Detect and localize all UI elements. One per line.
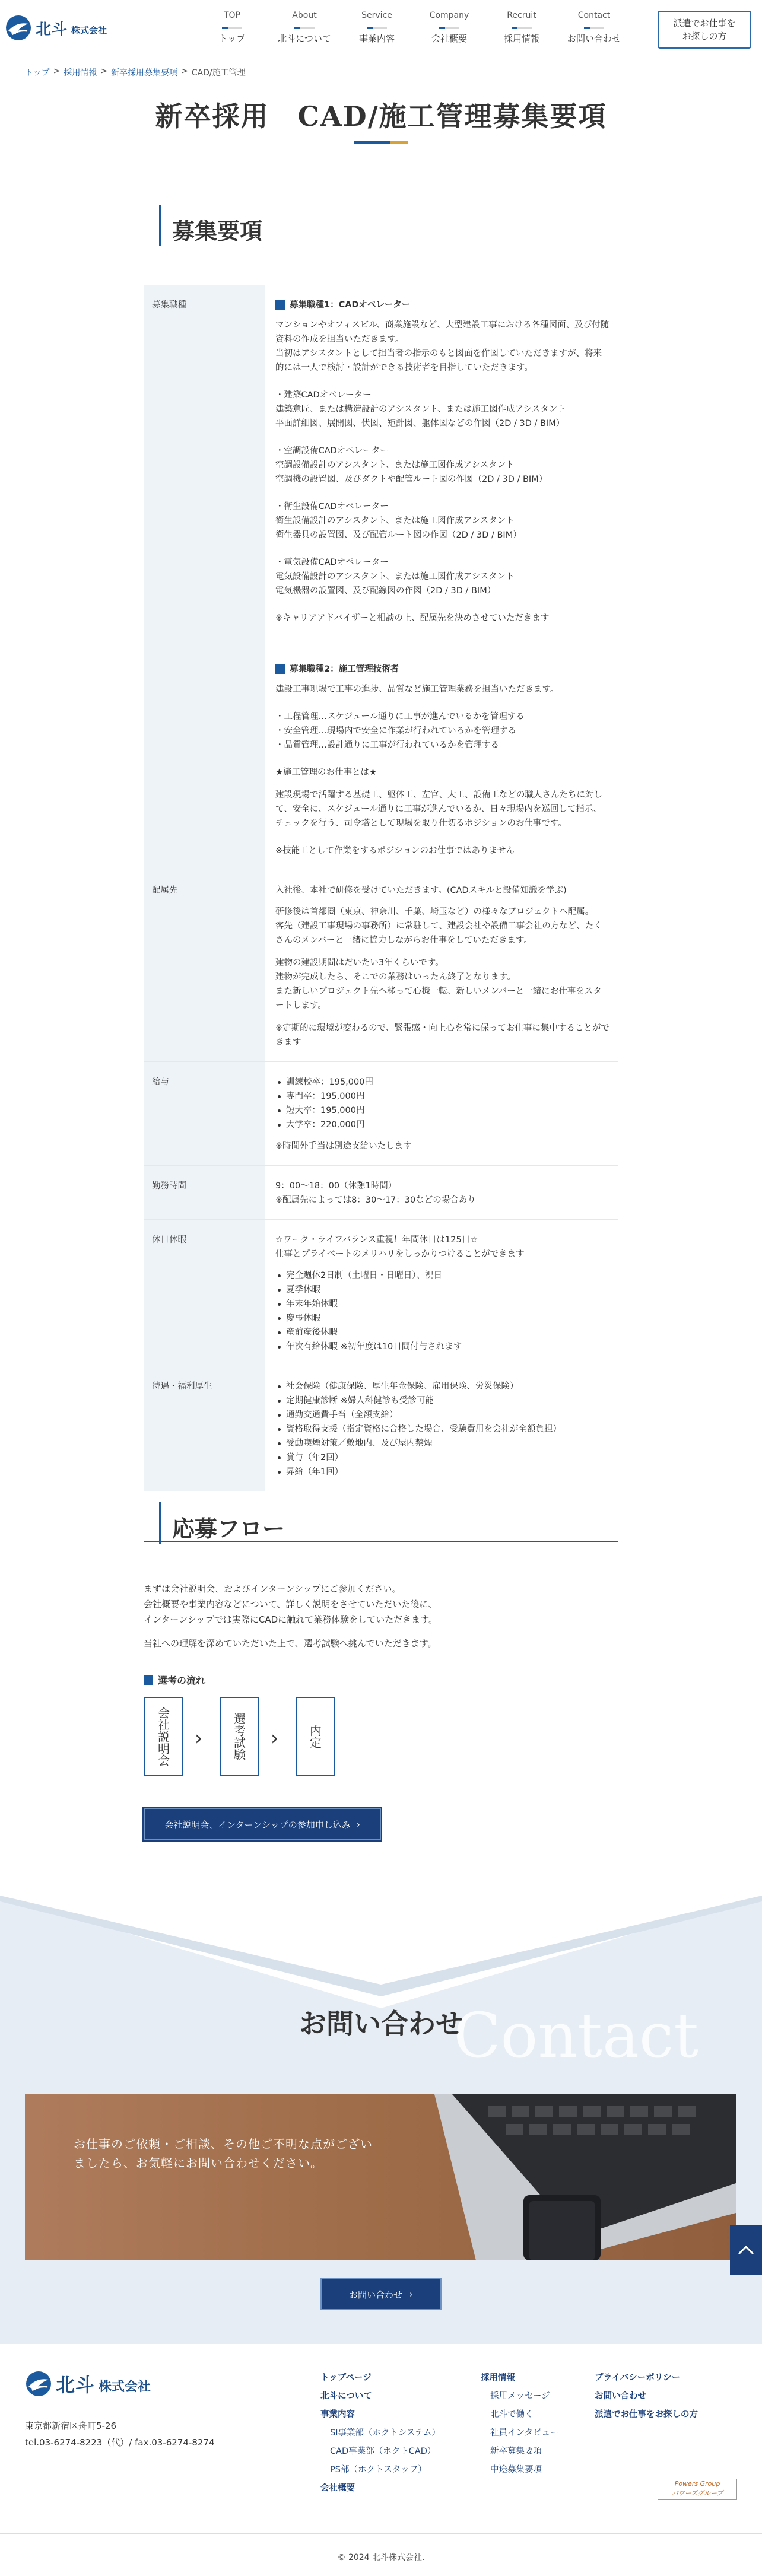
job1-group2: ・空調設備CADオペレーター 空調設備設計のアシスタント、または施工図作成アシスタント 空調機の設置図、及びダクトや配管ルート図の作図（2D / 3D / BIM）: [275, 446, 548, 484]
list-item: 年次有給休暇 ※初年度は10日間付与されます: [275, 1340, 610, 1354]
title-underline: [354, 141, 408, 144]
footer-tel: tel.03-6274-8223（代）/ fax.03-6274-8274: [25, 2437, 215, 2448]
table-row: [144, 1366, 618, 1491]
footer-link-message[interactable]: 採用メッセージ: [490, 2391, 550, 2401]
nav-item-contact[interactable]: [558, 11, 630, 44]
nav-item-about[interactable]: [268, 11, 341, 44]
list-item: 資格取得支援（指定資格に合格した場合、受験費用を会社が全額負担）: [275, 1422, 610, 1436]
site-header: [0, 0, 762, 59]
welfare-list: [275, 1379, 610, 1479]
list-item: 定期健康診断 ※婦人科健診も受診可能: [275, 1394, 610, 1408]
dispatch-job-button[interactable]: [658, 11, 751, 49]
copyright: © 2024 北斗株式会社.: [337, 2553, 425, 2562]
page-title: 新卒採用 CAD/施工管理募集要項: [155, 100, 607, 132]
list-item: 賞与（年2回）: [275, 1451, 610, 1465]
breadcrumb-newgrad[interactable]: 新卒採用募集要項: [111, 68, 178, 78]
chevron-up-icon: [737, 2244, 755, 2256]
job1-group1: ・建築CADオペレーター 建築意匠、または構造設計のアシスタント、または施工図作成アシスタント 平面詳細図、展開図、伏図、矩計図、躯体図などの作図（2D / 3D / BIM）: [275, 390, 566, 428]
assign-p6: また新しいプロジェクト先へ移って心機一転、新しいメンバーと一緒にお仕事をスタートします。: [275, 987, 602, 1010]
footer-link-si[interactable]: SI事業部（ホクトシステム）: [330, 2428, 441, 2438]
nav-en: TOP: [223, 11, 240, 20]
apply-briefing-button[interactable]: [144, 1808, 381, 1840]
list-item: 夏季休暇: [275, 1283, 610, 1297]
step-exam: 選考試験: [220, 1697, 259, 1776]
list-item: 昇給（年1回）: [275, 1465, 610, 1479]
footer-link-top[interactable]: トップページ: [320, 2373, 372, 2383]
holiday-list: [275, 1268, 610, 1354]
badge-line1: Powers Group: [674, 2480, 720, 2488]
assign-p7: ※定期的に環境が変わるので、緊張感・向上心を常に保ってお仕事に集中することができます: [275, 1023, 609, 1047]
chevron-right-icon: ›: [409, 2289, 413, 2300]
footer-col-1: [320, 2369, 440, 2498]
footer-link-about[interactable]: 北斗について: [320, 2391, 372, 2401]
footer-logo[interactable]: [25, 2369, 151, 2399]
chevron-right-icon: ›: [271, 1726, 279, 1750]
nav-en: Service: [361, 11, 392, 20]
assign-p4: 建物の建設期間はだいたい3年くらいです。: [275, 958, 444, 968]
list-item: 産前産後休暇: [275, 1325, 610, 1340]
footer-link-ps[interactable]: PS部（ホクトスタッフ）: [330, 2465, 427, 2475]
footer-col-3: [595, 2369, 698, 2424]
nav-bar: [439, 27, 459, 29]
footer-address: 東京都新宿区舟町5-26: [25, 2421, 117, 2431]
hours-p2: ※配属先によっては8：30〜17：30などの場合あり: [275, 1195, 476, 1205]
row-value-assign: [265, 870, 618, 1062]
footer-logo-sub: 株式会社: [99, 2379, 151, 2394]
footer-link-recruit[interactable]: 採用情報: [481, 2373, 515, 2383]
logo-text: 北斗: [36, 20, 68, 39]
holiday-p1: ☆ワーク・ライフバランス重視！年間休日は125日☆: [275, 1235, 478, 1245]
contact-heading: お問い合わせ: [299, 2008, 463, 2040]
footer-link-dispatch[interactable]: 派遣でお仕事をお探しの方: [595, 2410, 698, 2419]
contact-message: [74, 2135, 373, 2173]
footer-link-privacy[interactable]: プライバシーポリシー: [595, 2373, 681, 2383]
chevron-right-icon: ›: [195, 1726, 203, 1750]
nav-jp: 採用情報: [503, 33, 539, 44]
logo-sub: 株式会社: [71, 24, 107, 36]
list-item: 年末年始休暇: [275, 1297, 610, 1311]
footer-link-interview[interactable]: 社員インタビュー: [490, 2428, 559, 2438]
list-item: 通勤交通費手当（全額支給）: [275, 1408, 610, 1422]
contact-button-label: お問い合わせ: [348, 2289, 402, 2300]
job2-desc2: 建設現場で活躍する基礎工、躯体工、左官、大工、設備工などの職人さんたちに対して、安全に、スケジュール通りに工事が進んでいるか、日々現場内を巡回して指示、チェックを行う、司令塔として現場を取り仕切るポジションのお仕事です。: [275, 790, 602, 828]
nav-jp: お問い合わせ: [567, 33, 621, 44]
breadcrumb-sep: >: [53, 66, 61, 76]
holiday-p2: 仕事とプライベートのメリハリをしっかりつけることができます: [275, 1249, 525, 1259]
footer-link-work[interactable]: 北斗で働く: [490, 2410, 534, 2419]
badge-line2: パワーズグループ: [671, 2489, 723, 2497]
job1-desc2: 当初はアシスタントとして担当者の指示のもと図面を作図していただきますが、将来的には一人で検討・設計ができる技術者を目指していただきます。: [275, 349, 602, 373]
hours-p1: 9：00〜18：00（休憩1時間）: [275, 1181, 397, 1191]
nav-bar: [512, 27, 532, 29]
nav-en: About: [292, 11, 317, 20]
table-row: [144, 1220, 618, 1366]
job1-desc: マンションやオフィスビル、商業施設など、大型建設工事における各種図面、及び付随資料の作成を担当いただきます。: [275, 320, 609, 344]
footer-link-midcareer[interactable]: 中途募集要項: [490, 2465, 542, 2475]
selection-heading: [144, 1673, 205, 1687]
laptop-image: [25, 2094, 736, 2260]
nav-item-service[interactable]: [341, 11, 413, 44]
powers-group-badge[interactable]: [658, 2479, 737, 2500]
square-bullet-icon: [275, 300, 285, 310]
table-row: [144, 285, 618, 870]
row-value-welfare: [265, 1366, 618, 1491]
flow-p4: 当社への理解を深めていただいた上で、選考試験へ挑んでいただきます。: [144, 1638, 437, 1649]
dispatch-line2: お探しの方: [682, 31, 727, 42]
nav-jp: トップ: [218, 33, 246, 44]
job2-title: 募集職種2：施工管理技術者: [290, 664, 399, 674]
contact-photo: [25, 2094, 736, 2260]
list-item: 社会保険（健康保険、厚生年金保険、雇用保険、労災保険）: [275, 1379, 610, 1394]
nav-en: Company: [429, 11, 469, 20]
row-value-position: [265, 285, 618, 870]
dispatch-line1: 派遣でお仕事を: [673, 18, 736, 28]
footer-link-cad[interactable]: CAD事業部（ホクトCAD）: [330, 2447, 436, 2456]
assign-p1: 入社後、本社で研修を受けていただきます。(CADスキルと設備知識を学ぶ): [275, 886, 567, 895]
footer-address-block: [25, 2418, 215, 2451]
step-briefing: 会社説明会: [144, 1697, 183, 1776]
footer-link-service[interactable]: 事業内容: [320, 2410, 355, 2419]
square-bullet-icon: [144, 1675, 153, 1685]
footer-link-company[interactable]: 会社概要: [320, 2483, 355, 2493]
contact-message-line1: お仕事のご依頼・ご相談、その他ご不明な点がござい: [74, 2137, 373, 2151]
nav-jp: 会社概要: [431, 33, 467, 44]
list-item: 専門卒：195,000円: [275, 1089, 610, 1103]
list-item: 受動喫煙対策／敷地内、及び屋内禁煙: [275, 1436, 610, 1451]
row-label-holiday: 休日休暇: [144, 1220, 265, 1366]
square-bullet-icon: [275, 664, 285, 674]
breadcrumb-current: CAD/施工管理: [191, 68, 246, 78]
breadcrumb-sep: >: [181, 66, 188, 76]
contact-button[interactable]: [320, 2278, 442, 2310]
row-label-assign: 配属先: [144, 870, 265, 1062]
row-label-welfare: 待遇・福利厚生: [144, 1366, 265, 1491]
nav-item-recruit[interactable]: [485, 11, 558, 44]
step-offer: 内定: [296, 1697, 335, 1776]
job2-desc: 建設工事現場で工事の進捗、品質など施工管理業務を担当いただきます。: [275, 685, 559, 694]
flow-p3: インターンシップでは実際にCADに触れて業務体験をしていただきます。: [144, 1614, 437, 1625]
row-value-hours: [265, 1166, 618, 1220]
row-label-position: 募集職種: [144, 285, 265, 870]
nav-jp: 北斗について: [278, 33, 331, 44]
row-label-salary: 給与: [144, 1062, 265, 1166]
apply-briefing-label: 会社説明会、インターンシップの参加申し込み: [164, 1819, 351, 1830]
requirements-heading-text: 募集要項: [172, 218, 263, 244]
contact-watermark: Contact: [453, 1999, 699, 2072]
flow-heading: [144, 1502, 618, 1544]
flow-p2: 会社概要や事業内容などについて、詳しく説明をさせていただいた後に、: [144, 1599, 437, 1610]
breadcrumb-recruit[interactable]: 採用情報: [64, 68, 97, 78]
nav-bar: [584, 27, 604, 29]
job2-star: ★施工管理のお仕事とは★: [275, 768, 377, 777]
contact-message-line2: ましたら、お気軽にお問い合わせください。: [74, 2156, 323, 2170]
back-to-top-button[interactable]: [730, 2225, 762, 2275]
nav-item-company[interactable]: [413, 11, 485, 44]
row-value-holiday: [265, 1220, 618, 1366]
job2-note: ※技能工として作業をするポジションのお仕事ではありません: [275, 846, 515, 856]
row-value-salary: [265, 1062, 618, 1166]
chevron-right-icon: ›: [356, 1819, 360, 1830]
breadcrumb: [25, 66, 246, 78]
main-nav: [196, 11, 630, 44]
assign-p5: 建物が完成したら、そこでの業務はいったん終了となります。: [275, 972, 516, 982]
list-item: 大学卒：220,000円: [275, 1118, 610, 1132]
job2-heading: [275, 662, 610, 676]
job1-group3: ・衛生設備CADオペレーター 衛生設備設計のアシスタント、または施工図作成アシスタント 衛生器具の設置図、及び配管ルート図の作図（2D / 3D / BIM）: [275, 502, 522, 540]
job1-note: ※キャリアアドバイザーと相談の上、配属先を決めさせていただきます: [275, 613, 550, 623]
list-item: 短大卒：195,000円: [275, 1103, 610, 1118]
list-item: 完全週休2日制（土曜日・日曜日）、祝日: [275, 1268, 610, 1283]
assign-p3: 客先（建設工事現場の事務所）に常駐して、建設会社や設備工事会社の方など、たくさんのメンバーと一緒に協力しながらお仕事をしていただきます。: [275, 921, 602, 945]
row-label-hours: 勤務時間: [144, 1166, 265, 1220]
selection-heading-text: 選考の流れ: [158, 1675, 206, 1686]
requirements-table: [144, 285, 618, 1491]
salary-list: [275, 1075, 610, 1132]
footer-col-2: [481, 2369, 558, 2479]
nav-item-top[interactable]: [196, 11, 268, 44]
breadcrumb-top[interactable]: トップ: [25, 68, 50, 78]
footer-link-contact[interactable]: お問い合わせ: [595, 2391, 646, 2401]
nav-jp: 事業内容: [358, 33, 395, 44]
job2-list: ・工程管理…スケジュール通りに工事が進んでいるかを管理する ・安全管理…現場内で安全に作業が行われているかを管理する ・品質管理…設計通りに工事が行われているかを管理する: [275, 712, 525, 750]
assign-p2: 研修後は首都圏（東京、神奈川、千葉、埼玉など）の様々なプロジェクトへ配属。: [275, 907, 594, 917]
logo-icon: [5, 14, 32, 42]
table-row: [144, 1062, 618, 1166]
job1-group4: ・電気設備CADオペレーター 電気設備設計のアシスタント、または施工図作成アシスタント 電気機器の設置図、及び配線図の作図（2D / 3D / BIM）: [275, 558, 515, 596]
list-item: 慶弔休暇: [275, 1311, 610, 1325]
requirements-heading: [144, 205, 618, 246]
flow-p1: まずは会社説明会、およびインターンシップにご参加ください。: [144, 1583, 401, 1594]
site-logo[interactable]: [5, 13, 107, 43]
flow-heading-text: 応募フロー: [172, 1515, 285, 1542]
nav-en: Contact: [577, 11, 611, 20]
footer-link-newgrad[interactable]: 新卒募集要項: [490, 2447, 542, 2456]
breadcrumb-sep: >: [100, 66, 108, 76]
nav-bar: [222, 27, 242, 29]
nav-bar: [367, 27, 387, 29]
salary-note: ※時間外手当は別途支給いたします: [275, 1141, 412, 1151]
table-row: [144, 1166, 618, 1220]
list-item: 訓練校卒：195,000円: [275, 1075, 610, 1089]
job1-heading: [275, 298, 610, 312]
nav-en: Recruit: [507, 11, 536, 20]
nav-bar: [294, 27, 315, 29]
logo-icon: [25, 2370, 52, 2397]
flow-intro: [144, 1581, 618, 1651]
footer-logo-text: 北斗: [56, 2374, 96, 2396]
job1-title: 募集職種1：CADオペレーター: [290, 300, 411, 310]
footer-divider: [0, 2533, 762, 2534]
contact-top-decoration: [0, 1896, 762, 2014]
table-row: [144, 870, 618, 1062]
